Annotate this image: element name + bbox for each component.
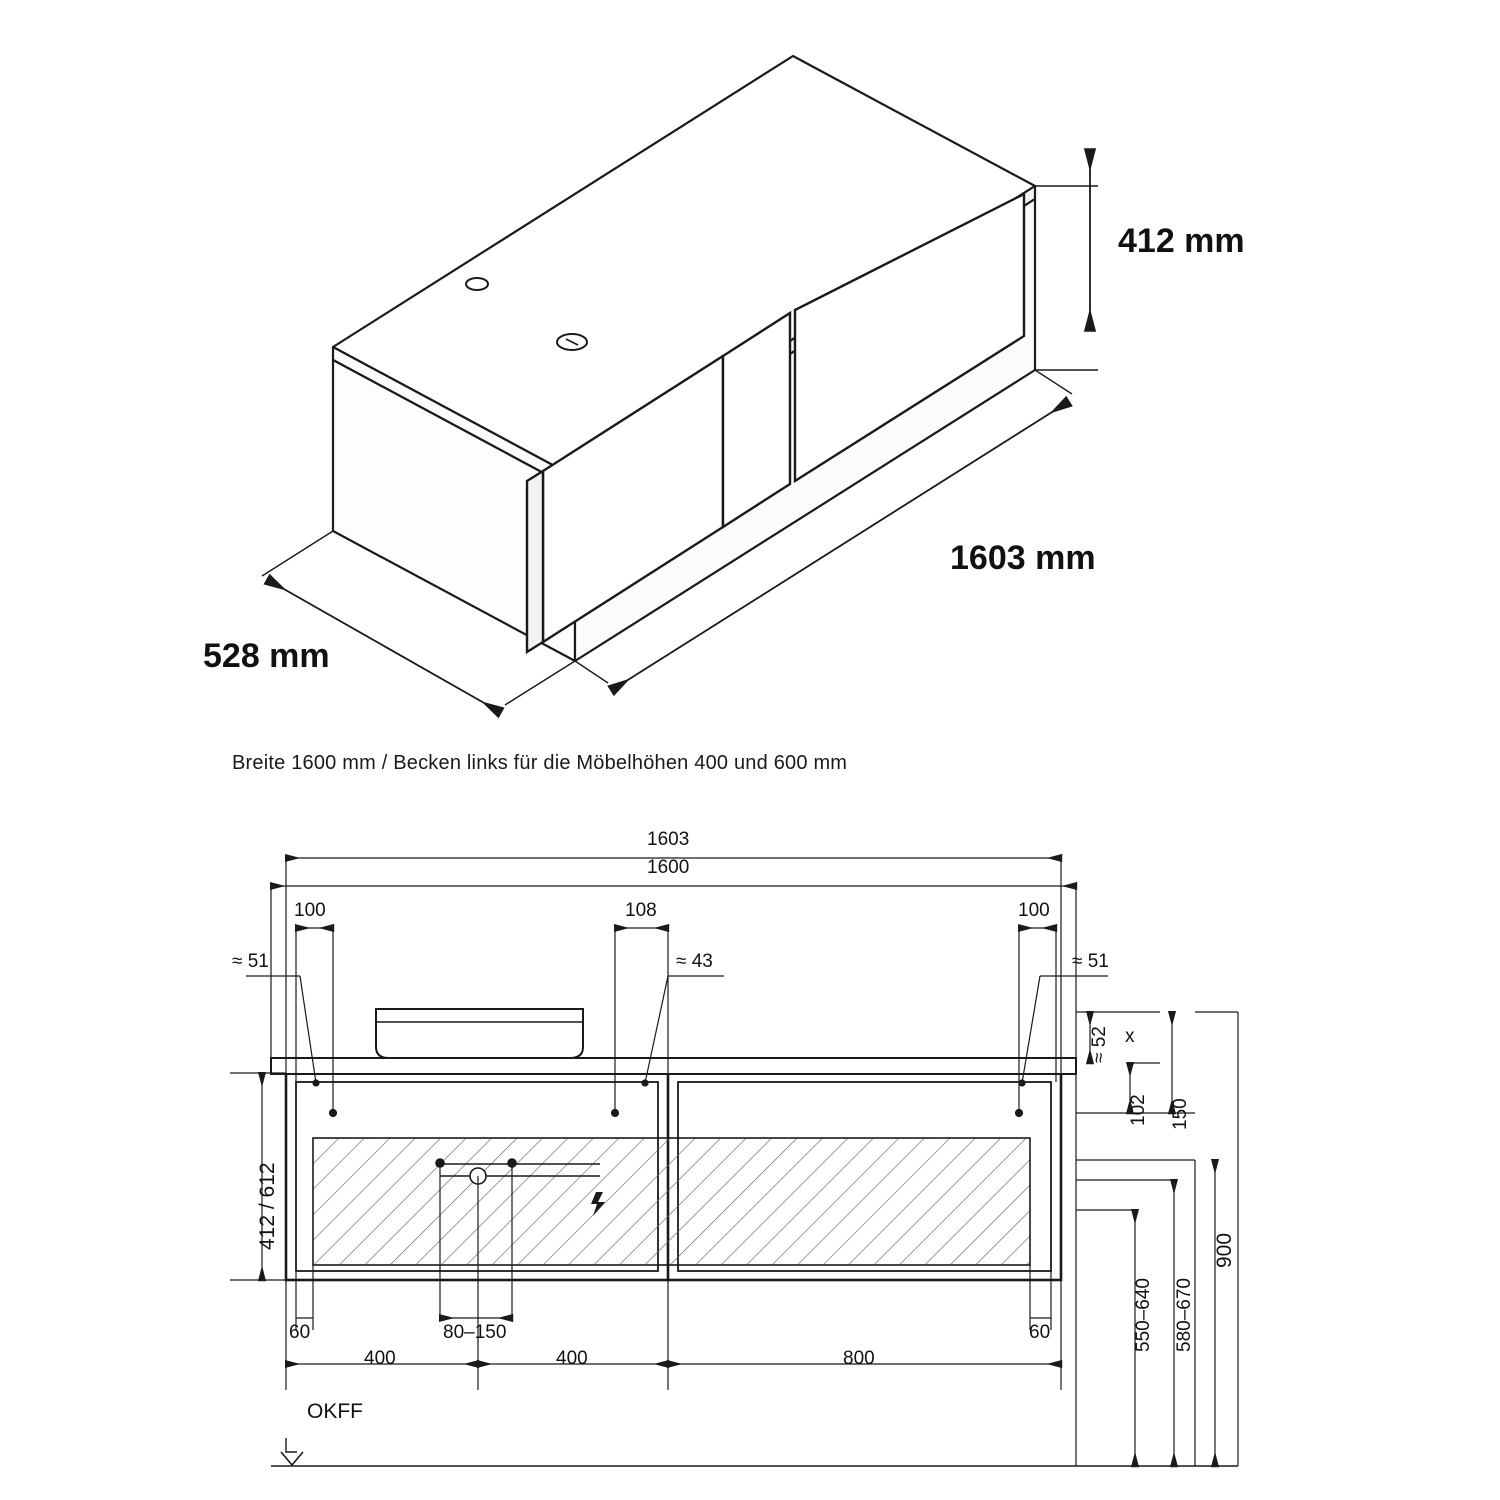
iso-dim-height [1035, 150, 1098, 370]
front-washbasin [376, 1009, 583, 1058]
label-bottom-right-60: 60 [1029, 1322, 1051, 1343]
label-okff: OKFF [307, 1400, 363, 1423]
iso-width-label: 1603 mm [950, 539, 1096, 577]
front-countertop [271, 1058, 1076, 1074]
label-bottom-left-60: 60 [289, 1322, 311, 1343]
label-range-550-640: 550–640 [1133, 1278, 1154, 1352]
iso-depth-label: 528 mm [203, 637, 330, 675]
label-height-412-612: 412 / 612 [256, 1162, 279, 1250]
label-seg-800: 800 [843, 1348, 875, 1369]
label-seg-400-a: 400 [364, 1348, 396, 1369]
label-total-width-outer: 1603 [647, 829, 690, 850]
label-right-offset: 100 [1018, 900, 1050, 921]
label-left-offset: 100 [294, 900, 326, 921]
label-height-900: 900 [1213, 1232, 1236, 1268]
iso-height-label: 412 mm [1118, 222, 1245, 260]
label-center-offset: 108 [625, 900, 657, 921]
installation-zone [313, 1138, 1030, 1265]
label-x-mark: x [1125, 1026, 1135, 1047]
label-approx-right: ≈ 51 [1072, 951, 1109, 972]
drawing-caption: Breite 1600 mm / Becken links für die Möbelhöhen 400 und 600 mm [232, 752, 848, 774]
label-seg-400-b: 400 [556, 1348, 588, 1369]
label-height-102: 102 [1128, 1094, 1149, 1126]
label-height-150: 150 [1170, 1098, 1191, 1130]
label-total-width-inner: 1600 [647, 857, 690, 878]
label-tap-range: 80–150 [443, 1322, 507, 1343]
label-range-580-670: 580–670 [1174, 1278, 1195, 1352]
label-approx-52: ≈ 52 [1089, 1026, 1110, 1063]
label-approx-center: ≈ 43 [676, 951, 713, 972]
label-approx-left: ≈ 51 [232, 951, 269, 972]
